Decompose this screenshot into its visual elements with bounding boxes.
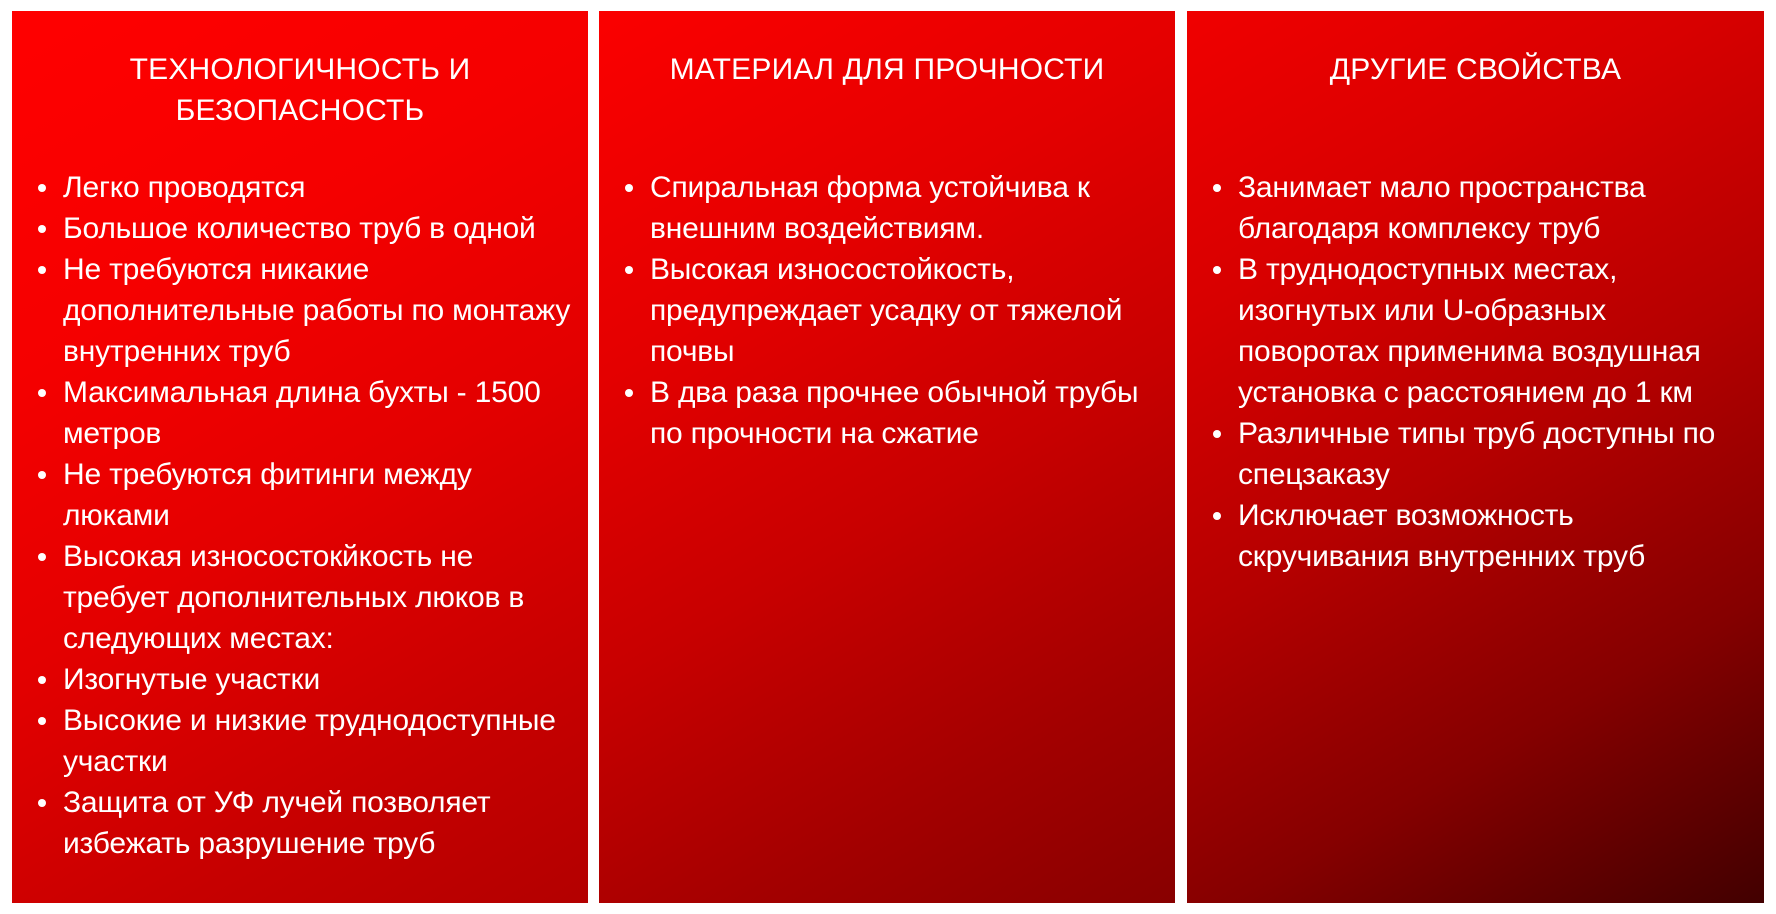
- list-item: Высокая износостойкость, предупреждает усадку от тяжелой почвы: [623, 249, 1163, 372]
- panel-title: МАТЕРИАЛ ДЛЯ ПРОЧНОСТИ: [669, 53, 1105, 86]
- list-item: Высокие и низкие труднодоступные участки: [36, 700, 576, 782]
- list-item: Высокая износостокйкость не требует дополнительных люков в следующих местах:: [36, 536, 576, 659]
- list-item: Большое количество труб в одной: [36, 208, 576, 249]
- list-item: Максимальная длина бухты - 1500 метров: [36, 372, 576, 454]
- bullet-list: [1211, 167, 1752, 577]
- list-item: В два раза прочнее обычной трубы по прочности на сжатие: [623, 372, 1163, 454]
- list-item: Спиральная форма устойчива к внешним воздействиям.: [623, 167, 1163, 249]
- panel-title: ДРУГИЕ СВОЙСТВА: [1329, 53, 1622, 86]
- list-item: Изогнутые участки: [36, 659, 576, 700]
- bullet-list: [36, 167, 576, 864]
- list-item: Не требуются фитинги между люками: [36, 454, 576, 536]
- panel-technology-safety: [12, 11, 588, 903]
- panel-material-strength: [599, 11, 1175, 903]
- list-item: Не требуются никакие дополнительные работы по монтажу внутренних труб: [36, 249, 576, 372]
- bullet-list: [623, 167, 1163, 454]
- list-item: Защита от УФ лучей позволяет избежать разрушение труб: [36, 782, 576, 864]
- list-item: Исключает возможность скручивания внутренних труб: [1211, 495, 1752, 577]
- panel-other-properties: [1187, 11, 1764, 903]
- list-item: Легко проводятся: [36, 167, 576, 208]
- list-item: В труднодоступных местах, изогнутых или U-образных поворотах применима воздушная установка с расстоянием до 1 км: [1211, 249, 1752, 413]
- panel-title: ТЕХНОЛОГИЧНОСТЬ И БЕЗОПАСНОСТЬ: [129, 53, 471, 127]
- list-item: Различные типы труб доступны по спецзаказу: [1211, 413, 1752, 495]
- list-item: Занимает мало пространства благодаря комплексу труб: [1211, 167, 1752, 249]
